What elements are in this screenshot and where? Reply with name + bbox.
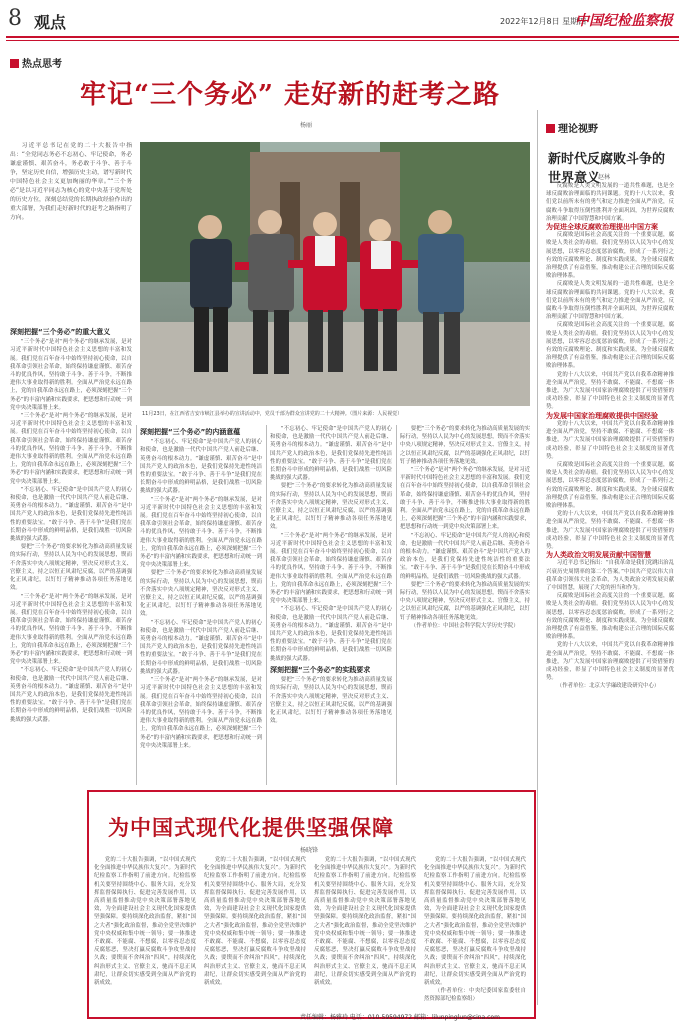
right-column-divider bbox=[537, 110, 538, 1005]
right-subheading-2: 为发展中国家治理腐败提供中国经验 bbox=[546, 411, 658, 420]
newspaper-logo: 中国纪检监察报 bbox=[575, 13, 673, 29]
bottom-column-1: 党的二十大报告强调，“以中国式现代化全面推进中华民族伟大复兴”。为新时代纪检监察工作指明了前进方向。纪检监察机关要坚持围绕中心、服务大局，充分发挥监督保障执行、促进完善发展作用，以高质量监督推动党中央决策部署落地见效，为全面建设社会主义现代化国家提供坚强保障。要持续深化政治监督，紧扣“国之大者”强化政治监督，推动全党坚决维护党中央权威和集中统一领导；要一体推进不敢腐、不能腐、不想腐，以零容忍态度反腐惩恶，坚决打赢反腐败斗争攻坚战持久战；要锲而不舍纠治“四风”，持续深化纠治形式主义、官僚主义，驰而不息正风肃纪，让群众切实感受到全面从严治党的新成效。 bbox=[94, 857, 196, 987]
main-affiliation: （作者单位：中国社会科学院大学历史学院） bbox=[410, 622, 519, 629]
right-affiliation: （作者单位：北京大学廉政建设研究中心） bbox=[556, 683, 660, 690]
middle-column-2-text: “不忘初心、牢记使命”是中国共产党人的初心和使命，也是激励一代代中国共产党人前赴后继、英勇奋斗的根本动力。“谦虚谨慎、艰苦奋斗”是中国共产党人的政治本色，是我们党保持先进性纯洁性的重要法宝。“敢于斗争、善于斗争”是我们党在长期奋斗中形成的鲜明品格，是我们战胜一切风险挑战的强大武器。 要把“三个务必”的要求转化为推动高质量发展的实际行动，坚持以人民为中心的发展思想，锲而不舍落实中央八项规定精神，坚决反对形式主义、官僚主义，持之以恒正风肃纪反腐，以严的基调强化正风肃纪，以钉钉子精神推动各项任务落地见效。 “三个务必”是对“两个务必”的继承发展，是对习近平新时代中国特色社会主义思想的丰富和发展。我们党在百年奋斗中始终坚持初心使命，以自我革命引领社会革命，始终保持谦虚谨慎、艰苦奋斗的优良作风，坚持敢于斗争、善于斗争，不断推进伟大事业取得新的胜利。全面从严治党永远在路上，党的自我革命永远在路上，必须深刻把握“三个务必”的丰富内涵和实践要求，把思想和行动统一到党中央决策部署上来。 “不忘初心、牢记使命”是中国共产党人的初心和使命，也是激励一代代中国共产党人前赴后继、英勇奋斗的根本动力。“谦虚谨慎、艰苦奋斗”是中国共产党人的政治本色，是我们党保持先进性纯洁性的重要法宝。“敢于斗争、善于斗争”是我们党在长期奋斗中形成的鲜明品格，是我们战胜一切风险挑战的强大武器。 深刻把握“三个务必”的实践要求 要把“三个务必”的要求转化为推动高质量发展的实际行动，坚持以人民为中心的发展思想，锲而不舍落实中央八项规定精神，坚决反对形式主义、官僚主义，持之以恒正风肃纪反腐，以严的基调强化正风肃纪，以钉钉子精神推动各项任务落地见效。 bbox=[270, 426, 392, 725]
middle-column-1-text: 深刻把握“三个务必”的内涵意蕴 “不忘初心、牢记使命”是中国共产党人的初心和使命，也是激励一代代中国共产党人前赴后继、英勇奋斗的根本动力。“谦虚谨慎、艰苦奋斗”是中国共产党人的政治本色，是我们党保持先进性纯洁性的重要法宝。“敢于斗争、善于斗争”是我们党在长期奋斗中形成的鲜明品格，是我们战胜一切风险挑战的强大武器。 “三个务必”是对“两个务必”的继承发展，是对习近平新时代中国特色社会主义思想的丰富和发展。我们党在百年奋斗中始终坚持初心使命，以自我革命引领社会革命，始终保持谦虚谨慎、艰苦奋斗的优良作风，坚持敢于斗争、善于斗争，不断推进伟大事业取得新的胜利。全面从严治党永远在路上，党的自我革命永远在路上，必须深刻把握“三个务必”的丰富内涵和实践要求，把思想和行动统一到党中央决策部署上来。 要把“三个务必”的要求转化为推动高质量发展的实际行动，坚持以人民为中心的发展思想，锲而不舍落实中央八项规定精神，坚决反对形式主义、官僚主义，持之以恒正风肃纪反腐，以严的基调强化正风肃纪，以钉钉子精神推动各项任务落地见效。 “不忘初心、牢记使命”是中国共产党人的初心和使命，也是激励一代代中国共产党人前赴后继、英勇奋斗的根本动力。“谦虚谨慎、艰苦奋斗”是中国共产党人的政治本色，是我们党保持先进性纯洁性的重要法宝。“敢于斗争、善于斗争”是我们党在长期奋斗中形成的鲜明品格，是我们战胜一切风险挑战的强大武器。 “三个务必”是对“两个务必”的继承发展，是对习近平新时代中国特色社会主义思想的丰富和发展。我们党在百年奋斗中始终坚持初心使命，以自我革命引领社会革命，始终保持谦虚谨慎、艰苦奋斗的优良作风，坚持敢于斗争、善于斗争，不断推进伟大事业取得新的胜利。全面从严治党永远在路上，党的自我革命永远在路上，必须深刻把握“三个务必”的丰富内涵和实践要求，把思想和行动统一到党中央决策部署上来。 bbox=[140, 428, 262, 749]
right-subheading-1: 为促进全球反腐败治理提出中国方案 bbox=[546, 223, 658, 232]
hot-topic-label: 热点思考 bbox=[10, 55, 62, 70]
section-title: 观点 bbox=[34, 13, 67, 32]
column-divider-1 bbox=[136, 425, 137, 785]
column-divider-2 bbox=[266, 425, 267, 785]
section-marker-icon bbox=[10, 59, 19, 68]
subheading-connotation: 深刻把握“三个务必”的内涵意蕴 bbox=[140, 428, 241, 436]
main-headline: 牢记“三个务必” 走好新的赶考之路 bbox=[80, 80, 500, 110]
page-footer: 责任编辑：杨雅玲 电话：010-59594972 邮箱：lilunpinglun@sina.com bbox=[300, 1014, 500, 1021]
middle-column-3-text: 要把“三个务必”的要求转化为推动高质量发展的实际行动，坚持以人民为中心的发展思想，锲而不舍落实中央八项规定精神，坚决反对形式主义、官僚主义，持之以恒正风肃纪反腐，以严的基调强化正风肃纪，以钉钉子精神推动各项任务落地见效。 “三个务必”是对“两个务必”的继承发展，是对习近平新时代中国特色社会主义思想的丰富和发展。我们党在百年奋斗中始终坚持初心使命，以自我革命引领社会革命，始终保持谦虚谨慎、艰苦奋斗的优良作风，坚持敢于斗争、善于斗争，不断推进伟大事业取得新的胜利。全面从严治党永远在路上，党的自我革命永远在路上，必须深刻把握“三个务必”的丰富内涵和实践要求，把思想和行动统一到党中央决策部署上来。 “不忘初心、牢记使命”是中国共产党人的初心和使命，也是激励一代代中国共产党人前赴后继、英勇奋斗的根本动力。“谦虚谨慎、艰苦奋斗”是中国共产党人的政治本色，是我们党保持先进性纯洁性的重要法宝。“敢于斗争、善于斗争”是我们党在长期奋斗中形成的鲜明品格，是我们战胜一切风险挑战的强大武器。 要把“三个务必”的要求转化为推动高质量发展的实际行动，坚持以人民为中心的发展思想，锲而不舍落实中央八项规定精神，坚决反对形式主义、官僚主义，持之以恒正风肃纪反腐，以严的基调强化正风肃纪，以钉钉子精神推动各项任务落地见效。 （作者单位：中国社会科学院大学历史学院） bbox=[400, 426, 530, 629]
bottom-column-2: 党的二十大报告强调，“以中国式现代化全面推进中华民族伟大复兴”。为新时代纪检监察工作指明了前进方向。纪检监察机关要坚持围绕中心、服务大局，充分发挥监督保障执行、促进完善发展作用，以高质量监督推动党中央决策部署落地见效，为全面建设社会主义现代化国家提供坚强保障。要持续深化政治监督，紧扣“国之大者”强化政治监督，推动全党坚决维护党中央权威和集中统一领导；要一体推进不敢腐、不能腐、不想腐，以零容忍态度反腐惩恶，坚决打赢反腐败斗争攻坚战持久战；要锲而不舍纠治“四风”，持续深化纠治形式主义、官僚主义，驰而不息正风肃纪，让群众切实感受到全面从严治党的新成效。 bbox=[204, 857, 306, 987]
issue-date: 2022年12月8日 星期四 bbox=[500, 17, 587, 26]
main-author: 杨丽 bbox=[300, 122, 313, 129]
header-rule-thin bbox=[6, 40, 679, 41]
right-subheading-3: 为人类政治文明发展贡献中国智慧 bbox=[546, 551, 651, 560]
bottom-affiliation: （作者单位：中央纪委国家监委驻自然资源部纪检监察组） bbox=[424, 988, 526, 1003]
bottom-column-4: 党的二十大报告强调，“以中国式现代化全面推进中华民族伟大复兴”。为新时代纪检监察工作指明了前进方向。纪检监察机关要坚持围绕中心、服务大局，充分发挥监督保障执行、促进完善发展作用，以高质量监督推动党中央决策部署落地见效，为全面建设社会主义现代化国家提供坚强保障。要持续深化政治监督，紧扣“国之大者”强化政治监督，推动全党坚决维护党中央权威和集中统一领导；要一体推进不敢腐、不能腐、不想腐，以零容忍态度反腐惩恶，坚决打赢反腐败斗争攻坚战持久战；要锲而不舍纠治“四风”，持续深化纠治形式主义、官僚主义，驰而不息正风肃纪，让群众切实感受到全面从严治党的新成效。 （作者单位：中央纪委国家监委驻自然资源部纪检监察组） bbox=[424, 857, 526, 1003]
bottom-author: 杨晓锋 bbox=[300, 847, 319, 854]
column-divider-3 bbox=[396, 425, 397, 785]
subheading-significance: 深刻把握“三个务必”的重大意义 bbox=[10, 328, 111, 336]
page-number: 8 bbox=[8, 6, 22, 31]
news-photo bbox=[140, 142, 530, 406]
theory-label: 理论视野 bbox=[546, 120, 598, 135]
subheading-practice: 深刻把握“三个务必”的实践要求 bbox=[270, 665, 371, 674]
right-column-text: 反腐败是人类文明发展的一道共性难题，也是全球反腐败治理面临的共同课题。党的十八大以来，我们党以前所未有的勇气和定力推进全面从严治党，反腐败斗争取得压倒性胜利并全面巩固，为世界反腐败治理贡献了中国智慧和中国方案。 为促进全球反腐败治理提出中国方案 反腐败是国际社会高度关注的一个重要议题，腐败是人类社会的毒瘤。我们党坚持以人民为中心的发展思想，以零容忍态度惩治腐败，形成了一系列行之有效的反腐败理论、制度和实践成果，为全球反腐败治理提供了有益借鉴，推动构建公正合理的国际反腐败治理体系。 反腐败是人类文明发展的一道共性难题，也是全球反腐败治理面临的共同课题。党的十八大以来，我们党以前所未有的勇气和定力推进全面从严治党，反腐败斗争取得压倒性胜利并全面巩固，为世界反腐败治理贡献了中国智慧和中国方案。 反腐败是国际社会高度关注的一个重要议题，腐败是人类社会的毒瘤。我们党坚持以人民为中心的发展思想，以零容忍态度惩治腐败，形成了一系列行之有效的反腐败理论、制度和实践成果，为全球反腐败治理提供了有益借鉴，推动构建公正合理的国际反腐败治理体系。 党的十八大以来，中国共产党以自我革命精神推进全面从严治党，坚持不敢腐、不能腐、不想腐一体推进，为广大发展中国家治理腐败提供了可资借鉴的成功经验，彰显了中国特色社会主义制度的显著优势。 为发展中国家治理腐败提供中国经验 党的十八大以来，中国共产党以自我革命精神推进全面从严治党，坚持不敢腐、不能腐、不想腐一体推进，为广大发展中国家治理腐败提供了可资借鉴的成功经验，彰显了中国特色社会主义制度的显著优势。 反腐败是国际社会高度关注的一个重要议题，腐败是人类社会的毒瘤。我们党坚持以人民为中心的发展思想，以零容忍态度惩治腐败，形成了一系列行之有效的反腐败理论、制度和实践成果，为全球反腐败治理提供了有益借鉴，推动构建公正合理的国际反腐败治理体系。 党的十八大以来，中国共产党以自我革命精神推进全面从严治党，坚持不敢腐、不能腐、不想腐一体推进，为广大发展中国家治理腐败提供了可资借鉴的成功经验，彰显了中国特色社会主义制度的显著优势。 为人类政治文明发展贡献中国智慧 习近平总书记指出：“自我革命是我们党跳出治乱兴衰历史周期率的第二个答案。”中国共产党以伟大自我革命引领伟大社会革命，为人类政治文明发展贡献了中国智慧，展现了大党的担当和作为。 反腐败是国际社会高度关注的一个重要议题，腐败是人类社会的毒瘤。我们党坚持以人民为中心的发展思想，以零容忍态度惩治腐败，形成了一系列行之有效的反腐败理论、制度和实践成果，为全球反腐败治理提供了有益借鉴，推动构建公正合理的国际反腐败治理体系。 党的十八大以来，中国共产党以自我革命精神推进全面从严治党，坚持不敢腐、不能腐、不想腐一体推进，为广大发展中国家治理腐败提供了可资借鉴的成功经验，彰显了中国特色社会主义制度的显著优势。 （作者单位：北京大学廉政建设研究中心） bbox=[546, 183, 674, 690]
right-headline: 新时代反腐败斗争的世界意义 bbox=[548, 152, 666, 186]
section-marker-icon bbox=[546, 124, 555, 133]
right-author: 赵林 bbox=[598, 174, 611, 181]
main-intro: 习近平总书记在党的二十大报告中指出：“全党同志务必不忘初心、牢记使命，务必谦虚谨慎、艰苦奋斗，务必敢于斗争、善于斗争，坚定历史自信，增强历史主动，谱写新时代中国特色社会主义更加绚丽的华章。”“三个务必”是以习近平同志为核心的党中央基于党所处的历史方位，深刻总结党的长期执政经验作出的重大部署，为我们走好新时代的赶考之路指明了方向。 bbox=[10, 143, 132, 221]
bottom-headline: 为中国式现代化提供坚强保障 bbox=[108, 815, 394, 840]
left-column-text: 深刻把握“三个务必”的重大意义 “三个务必”是对“两个务必”的继承发展，是对习近平新时代中国特色社会主义思想的丰富和发展。我们党在百年奋斗中始终坚持初心使命，以自我革命引领社会革命，始终保持谦虚谨慎、艰苦奋斗的优良作风，坚持敢于斗争、善于斗争，不断推进伟大事业取得新的胜利。全面从严治党永远在路上，党的自我革命永远在路上，必须深刻把握“三个务必”的丰富内涵和实践要求，把思想和行动统一到党中央决策部署上来。 “三个务必”是对“两个务必”的继承发展，是对习近平新时代中国特色社会主义思想的丰富和发展。我们党在百年奋斗中始终坚持初心使命，以自我革命引领社会革命，始终保持谦虚谨慎、艰苦奋斗的优良作风，坚持敢于斗争、善于斗争，不断推进伟大事业取得新的胜利。全面从严治党永远在路上，党的自我革命永远在路上，必须深刻把握“三个务必”的丰富内涵和实践要求，把思想和行动统一到党中央决策部署上来。 “不忘初心、牢记使命”是中国共产党人的初心和使命，也是激励一代代中国共产党人前赴后继、英勇奋斗的根本动力。“谦虚谨慎、艰苦奋斗”是中国共产党人的政治本色，是我们党保持先进性纯洁性的重要法宝。“敢于斗争、善于斗争”是我们党在长期奋斗中形成的鲜明品格，是我们战胜一切风险挑战的强大武器。 要把“三个务必”的要求转化为推动高质量发展的实际行动，坚持以人民为中心的发展思想，锲而不舍落实中央八项规定精神，坚决反对形式主义、官僚主义，持之以恒正风肃纪反腐，以严的基调强化正风肃纪，以钉钉子精神推动各项任务落地见效。 “三个务必”是对“两个务必”的继承发展，是对习近平新时代中国特色社会主义思想的丰富和发展。我们党在百年奋斗中始终坚持初心使命，以自我革命引领社会革命，始终保持谦虚谨慎、艰苦奋斗的优良作风，坚持敢于斗争、善于斗争，不断推进伟大事业取得新的胜利。全面从严治党永远在路上，党的自我革命永远在路上，必须深刻把握“三个务必”的丰富内涵和实践要求，把思想和行动统一到党中央决策部署上来。 “不忘初心、牢记使命”是中国共产党人的初心和使命，也是激励一代代中国共产党人前赴后继、英勇奋斗的根本动力。“谦虚谨慎、艰苦奋斗”是中国共产党人的政治本色，是我们党保持先进性纯洁性的重要法宝。“敢于斗争、善于斗争”是我们党在长期奋斗中形成的鲜明品格，是我们战胜一切风险挑战的强大武器。 bbox=[10, 328, 132, 723]
header-rule bbox=[6, 36, 679, 38]
photo-caption: 11月23日，在江西省吉安市峡江县举办的宣讲活动中，党员干部为群众宣讲党的二十大精神。（图片来源：人民视觉） bbox=[142, 411, 403, 417]
photo-illustration bbox=[140, 142, 530, 406]
bottom-column-3: 党的二十大报告强调，“以中国式现代化全面推进中华民族伟大复兴”。为新时代纪检监察工作指明了前进方向。纪检监察机关要坚持围绕中心、服务大局，充分发挥监督保障执行、促进完善发展作用，以高质量监督推动党中央决策部署落地见效，为全面建设社会主义现代化国家提供坚强保障。要持续深化政治监督，紧扣“国之大者”强化政治监督，推动全党坚决维护党中央权威和集中统一领导；要一体推进不敢腐、不能腐、不想腐，以零容忍态度反腐惩恶，坚决打赢反腐败斗争攻坚战持久战；要锲而不舍纠治“四风”，持续深化纠治形式主义、官僚主义，驰而不息正风肃纪，让群众切实感受到全面从严治党的新成效。 bbox=[314, 857, 416, 987]
